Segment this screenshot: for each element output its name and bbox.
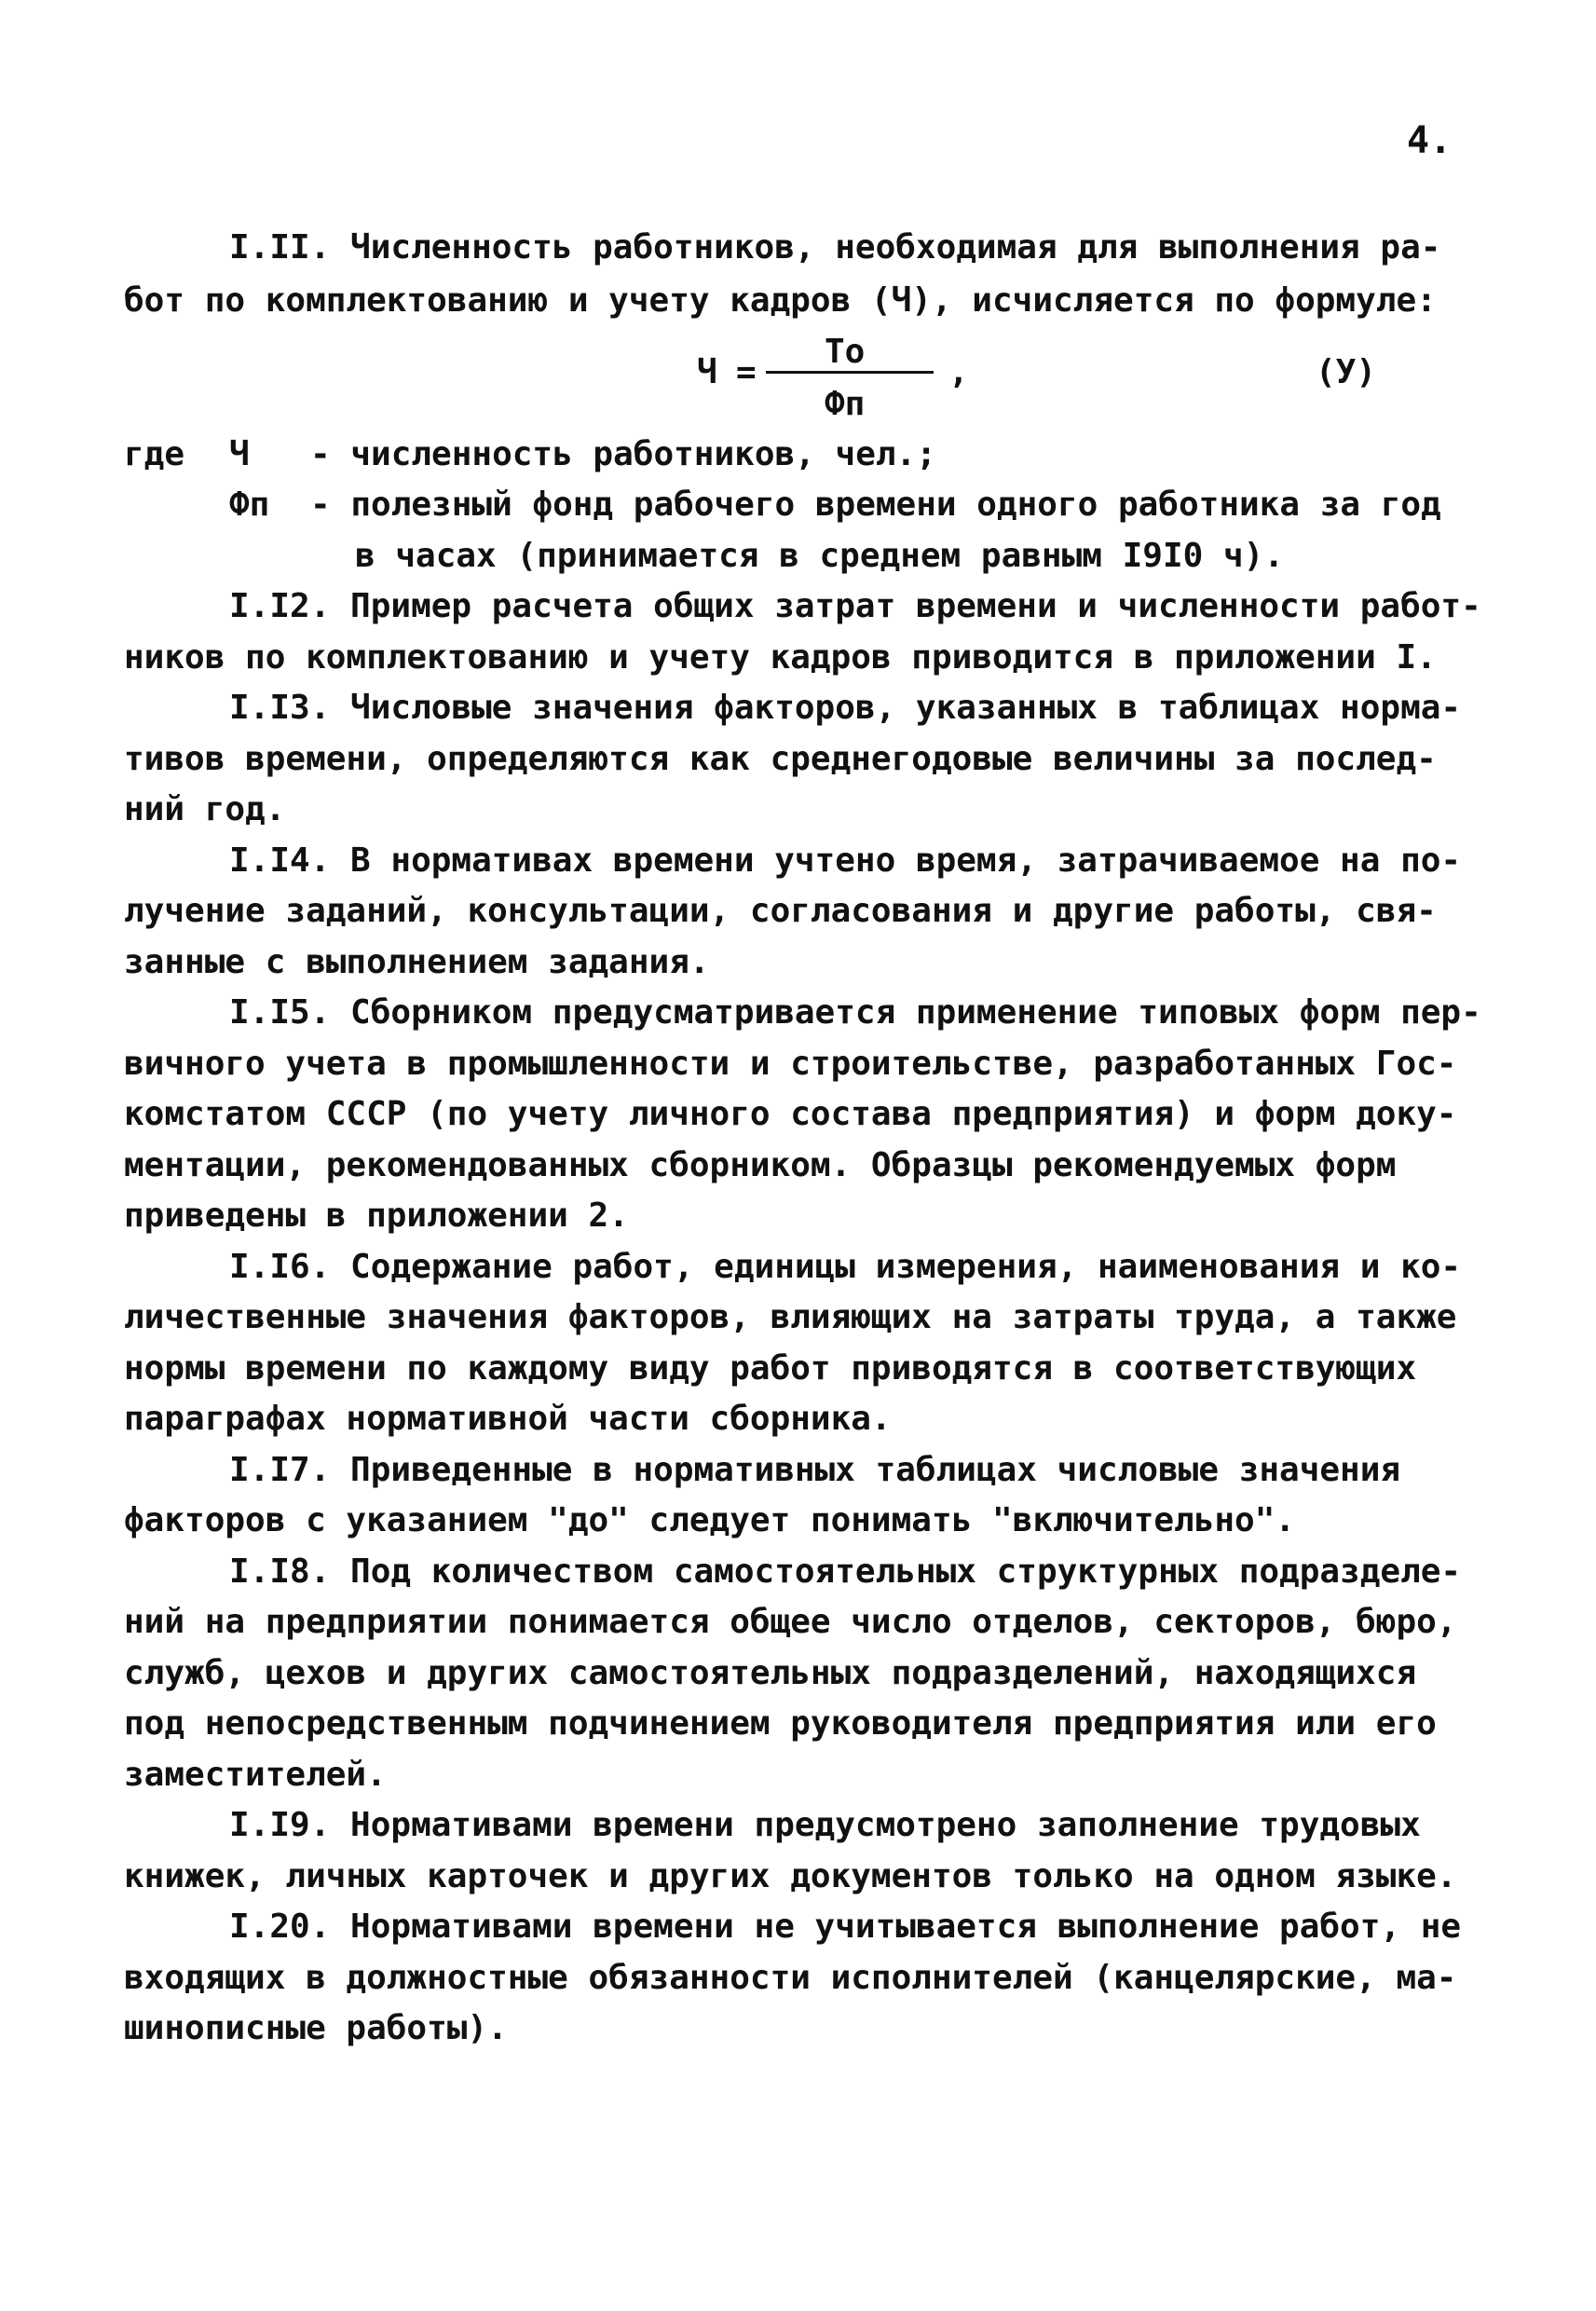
where-def-fp: - полезный фонд рабочего времени одного работника за год bbox=[310, 485, 1441, 524]
para-1-15-line-3: комстатом СССР (по учету личного состава предприятия) и форм доку- bbox=[124, 1095, 1457, 1133]
para-1-13-line-2: тивов времени, определяются как среднегодовые величины за послед- bbox=[124, 740, 1437, 778]
para-1-19-line-2: книжек, личных карточек и других документов только на одном языке. bbox=[124, 1857, 1457, 1895]
para-1-19-line-1: I.I9. Нормативами времени предусмотрено заполнение трудовых bbox=[229, 1806, 1421, 1844]
para-1-14-line-1: I.I4. В нормативах времени учтено время, затрачиваемое на по- bbox=[229, 841, 1462, 880]
para-1-14-line-3: занные с выполнением задания. bbox=[124, 943, 710, 981]
para-1-18-line-1: I.I8. Под количеством самостоятельных структурных подразделе- bbox=[229, 1552, 1462, 1591]
para-1-15-line-1: I.I5. Сборником предусматривается применение типовых форм пер- bbox=[229, 993, 1481, 1032]
formula-numerator: То bbox=[825, 333, 866, 371]
where-label: где bbox=[124, 435, 185, 473]
where-def-fp-line-2: в часах (принимается в среднем равным I9I0 ч). bbox=[355, 537, 1284, 575]
para-1-16-line-3: нормы времени по каждому виду работ приводятся в соответствующих bbox=[124, 1349, 1417, 1388]
para-1-13-line-3: ний год. bbox=[124, 790, 286, 828]
para-1-16-line-2: личественные значения факторов, влияющих на затраты труда, а также bbox=[124, 1298, 1457, 1336]
fraction-bar bbox=[766, 371, 934, 374]
para-1-13-line-1: I.I3. Числовые значения факторов, указанных в таблицах норма- bbox=[229, 689, 1462, 727]
para-1-11-line-1: I.II. Численность работников, необходимая для выполнения ра- bbox=[229, 228, 1441, 267]
para-1-16-line-4: параграфах нормативной части сборника. bbox=[124, 1400, 892, 1438]
para-1-18-line-4: под непосредственным подчинением руководителя предприятия или его bbox=[124, 1704, 1437, 1743]
para-1-17-line-2: факторов с указанием "до" следует понимать "включительно". bbox=[124, 1501, 1296, 1539]
page-number: 4. bbox=[1407, 119, 1453, 162]
para-1-20-line-3: шинописные работы). bbox=[124, 2009, 508, 2047]
para-1-12-line-2: ников по комплектованию и учету кадров приводится в приложении I. bbox=[124, 638, 1437, 677]
para-1-20-line-1: I.20. Нормативами времени не учитывается выполнение работ, не bbox=[229, 1908, 1462, 1946]
where-symbol-fp: Фп bbox=[229, 485, 270, 524]
para-1-15-line-5: приведены в приложении 2. bbox=[124, 1197, 629, 1235]
para-1-18-line-3: служб, цехов и других самостоятельных подразделений, находящихся bbox=[124, 1654, 1417, 1692]
para-1-20-line-2: входящих в должностные обязанности исполнителей (канцелярские, ма- bbox=[124, 1959, 1457, 1997]
where-def-ch: - численность работников, чел.; bbox=[310, 435, 936, 473]
para-1-15-line-2: вичного учета в промышленности и строительстве, разработанных Гос- bbox=[124, 1045, 1457, 1083]
para-1-11-line-2: бот по комплектованию и учету кадров (Ч), исчисляется по формуле: bbox=[124, 281, 1437, 320]
formula-comma: , bbox=[948, 353, 969, 391]
para-1-16-line-1: I.I6. Содержание работ, единицы измерения, наименования и ко- bbox=[229, 1248, 1462, 1286]
formula-eq: = bbox=[736, 353, 757, 391]
formula-lhs: Ч bbox=[697, 353, 717, 391]
para-1-18-line-5: заместителей. bbox=[124, 1756, 387, 1794]
para-1-15-line-4: ментации, рекомендованных сборником. Образцы рекомендуемых форм bbox=[124, 1146, 1397, 1184]
where-symbol-ch: Ч bbox=[229, 435, 250, 473]
formula-denominator: Фп bbox=[825, 385, 866, 423]
para-1-14-line-2: лучение заданий, консультации, согласования и другие работы, свя- bbox=[124, 892, 1437, 930]
para-1-17-line-1: I.I7. Приведенные в нормативных таблицах числовые значения bbox=[229, 1451, 1401, 1489]
formula-number: (У) bbox=[1316, 353, 1377, 391]
para-1-18-line-2: ний на предприятии понимается общее число отделов, секторов, бюро, bbox=[124, 1603, 1457, 1641]
para-1-12-line-1: I.I2. Пример расчета общих затрат времени и численности работ- bbox=[229, 587, 1481, 625]
